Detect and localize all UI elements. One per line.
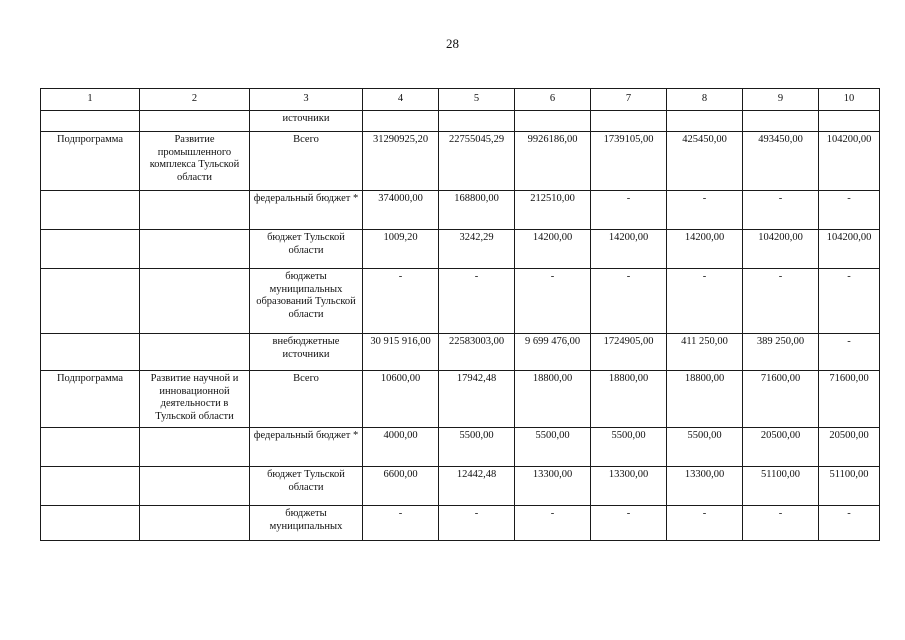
amount-cell xyxy=(819,111,880,132)
program-type-cell xyxy=(41,334,140,371)
column-number-header-row xyxy=(41,89,880,111)
amount-cell: - xyxy=(515,506,591,541)
funding-source-cell: источники xyxy=(250,111,363,132)
amount-cell: - xyxy=(363,506,439,541)
amount-cell: 20500,00 xyxy=(743,428,819,467)
program-type-cell xyxy=(41,191,140,230)
amount-cell: - xyxy=(819,191,880,230)
amount-cell: 18800,00 xyxy=(591,371,667,428)
amount-cell: 18800,00 xyxy=(667,371,743,428)
amount-cell: 13300,00 xyxy=(591,467,667,506)
amount-cell: 1739105,00 xyxy=(591,132,667,191)
table-row xyxy=(41,191,880,230)
amount-cell: 6600,00 xyxy=(363,467,439,506)
amount-cell: 1724905,00 xyxy=(591,334,667,371)
amount-cell: 5500,00 xyxy=(515,428,591,467)
amount-cell: 71600,00 xyxy=(743,371,819,428)
amount-cell: 104200,00 xyxy=(743,230,819,269)
table-row xyxy=(41,269,880,334)
program-name-cell xyxy=(140,428,250,467)
header-cell-col-7: 7 xyxy=(591,89,667,111)
amount-cell xyxy=(667,111,743,132)
amount-cell: 9 699 476,00 xyxy=(515,334,591,371)
amount-cell: - xyxy=(591,269,667,334)
program-type-cell xyxy=(41,428,140,467)
program-type-cell xyxy=(41,269,140,334)
budget-table-body xyxy=(41,89,880,541)
program-name-cell xyxy=(140,230,250,269)
amount-cell: 104200,00 xyxy=(819,230,880,269)
amount-cell: 1009,20 xyxy=(363,230,439,269)
amount-cell: 10600,00 xyxy=(363,371,439,428)
header-cell-col-10: 10 xyxy=(819,89,880,111)
table-row xyxy=(41,428,880,467)
amount-cell: 14200,00 xyxy=(591,230,667,269)
program-name-cell xyxy=(140,191,250,230)
program-name-cell xyxy=(140,334,250,371)
budget-table xyxy=(40,88,880,541)
program-type-cell xyxy=(41,230,140,269)
amount-cell: 14200,00 xyxy=(515,230,591,269)
header-cell-col-5: 5 xyxy=(439,89,515,111)
amount-cell: 31290925,20 xyxy=(363,132,439,191)
amount-cell: - xyxy=(743,269,819,334)
amount-cell: 493450,00 xyxy=(743,132,819,191)
table-row xyxy=(41,132,880,191)
amount-cell: - xyxy=(667,269,743,334)
amount-cell: - xyxy=(591,506,667,541)
amount-cell: 5500,00 xyxy=(439,428,515,467)
amount-cell: 411 250,00 xyxy=(667,334,743,371)
amount-cell xyxy=(363,111,439,132)
header-cell-col-4: 4 xyxy=(363,89,439,111)
amount-cell: 425450,00 xyxy=(667,132,743,191)
funding-source-cell: федеральный бюджет * xyxy=(250,191,363,230)
amount-cell: 168800,00 xyxy=(439,191,515,230)
table-row xyxy=(41,371,880,428)
amount-cell: - xyxy=(515,269,591,334)
amount-cell: - xyxy=(439,269,515,334)
program-type-cell xyxy=(41,111,140,132)
amount-cell: 3242,29 xyxy=(439,230,515,269)
table-row xyxy=(41,111,880,132)
page-number: 28 xyxy=(446,36,459,51)
program-type-cell xyxy=(41,506,140,541)
amount-cell: 17942,48 xyxy=(439,371,515,428)
funding-source-cell: Всего xyxy=(250,371,363,428)
amount-cell: 9926186,00 xyxy=(515,132,591,191)
table-row xyxy=(41,230,880,269)
program-type-cell: Подпрограмма xyxy=(41,371,140,428)
header-cell-col-8: 8 xyxy=(667,89,743,111)
amount-cell xyxy=(439,111,515,132)
amount-cell: 13300,00 xyxy=(667,467,743,506)
amount-cell: 13300,00 xyxy=(515,467,591,506)
amount-cell: - xyxy=(667,506,743,541)
amount-cell: 20500,00 xyxy=(819,428,880,467)
amount-cell: 51100,00 xyxy=(819,467,880,506)
header-cell-col-9: 9 xyxy=(743,89,819,111)
amount-cell xyxy=(743,111,819,132)
program-name-cell xyxy=(140,269,250,334)
funding-source-cell: внебюджетные источники xyxy=(250,334,363,371)
amount-cell: - xyxy=(743,506,819,541)
funding-source-cell: Всего xyxy=(250,132,363,191)
funding-source-cell: бюджеты муниципальных образований Тульской области xyxy=(250,269,363,334)
amount-cell: 71600,00 xyxy=(819,371,880,428)
program-type-cell: Подпрограмма xyxy=(41,132,140,191)
table-row xyxy=(41,506,880,541)
header-cell-col-3: 3 xyxy=(250,89,363,111)
header-cell-col-6: 6 xyxy=(515,89,591,111)
amount-cell: - xyxy=(591,191,667,230)
amount-cell: 4000,00 xyxy=(363,428,439,467)
amount-cell: - xyxy=(439,506,515,541)
amount-cell: 374000,00 xyxy=(363,191,439,230)
funding-source-cell: бюджеты муниципальных xyxy=(250,506,363,541)
amount-cell: - xyxy=(667,191,743,230)
amount-cell: 14200,00 xyxy=(667,230,743,269)
table-row xyxy=(41,467,880,506)
amount-cell: 5500,00 xyxy=(667,428,743,467)
amount-cell: 22755045,29 xyxy=(439,132,515,191)
program-name-cell xyxy=(140,111,250,132)
amount-cell: 212510,00 xyxy=(515,191,591,230)
header-cell-col-1: 1 xyxy=(41,89,140,111)
amount-cell xyxy=(515,111,591,132)
program-name-cell: Развитие научной и инновационной деятельности в Тульской области xyxy=(140,371,250,428)
amount-cell: 104200,00 xyxy=(819,132,880,191)
amount-cell: 51100,00 xyxy=(743,467,819,506)
program-name-cell xyxy=(140,506,250,541)
funding-source-cell: бюджет Тульской области xyxy=(250,467,363,506)
funding-source-cell: федеральный бюджет * xyxy=(250,428,363,467)
amount-cell: 22583003,00 xyxy=(439,334,515,371)
amount-cell xyxy=(591,111,667,132)
amount-cell: - xyxy=(743,191,819,230)
amount-cell: 389 250,00 xyxy=(743,334,819,371)
table-row xyxy=(41,334,880,371)
amount-cell: - xyxy=(819,506,880,541)
program-type-cell xyxy=(41,467,140,506)
funding-source-cell: бюджет Тульской области xyxy=(250,230,363,269)
header-cell-col-2: 2 xyxy=(140,89,250,111)
program-name-cell xyxy=(140,467,250,506)
amount-cell: 5500,00 xyxy=(591,428,667,467)
amount-cell: - xyxy=(819,334,880,371)
amount-cell: 12442,48 xyxy=(439,467,515,506)
amount-cell: 18800,00 xyxy=(515,371,591,428)
amount-cell: - xyxy=(819,269,880,334)
amount-cell: 30 915 916,00 xyxy=(363,334,439,371)
amount-cell: - xyxy=(363,269,439,334)
program-name-cell: Развитие промышленного комплекса Тульской области xyxy=(140,132,250,191)
